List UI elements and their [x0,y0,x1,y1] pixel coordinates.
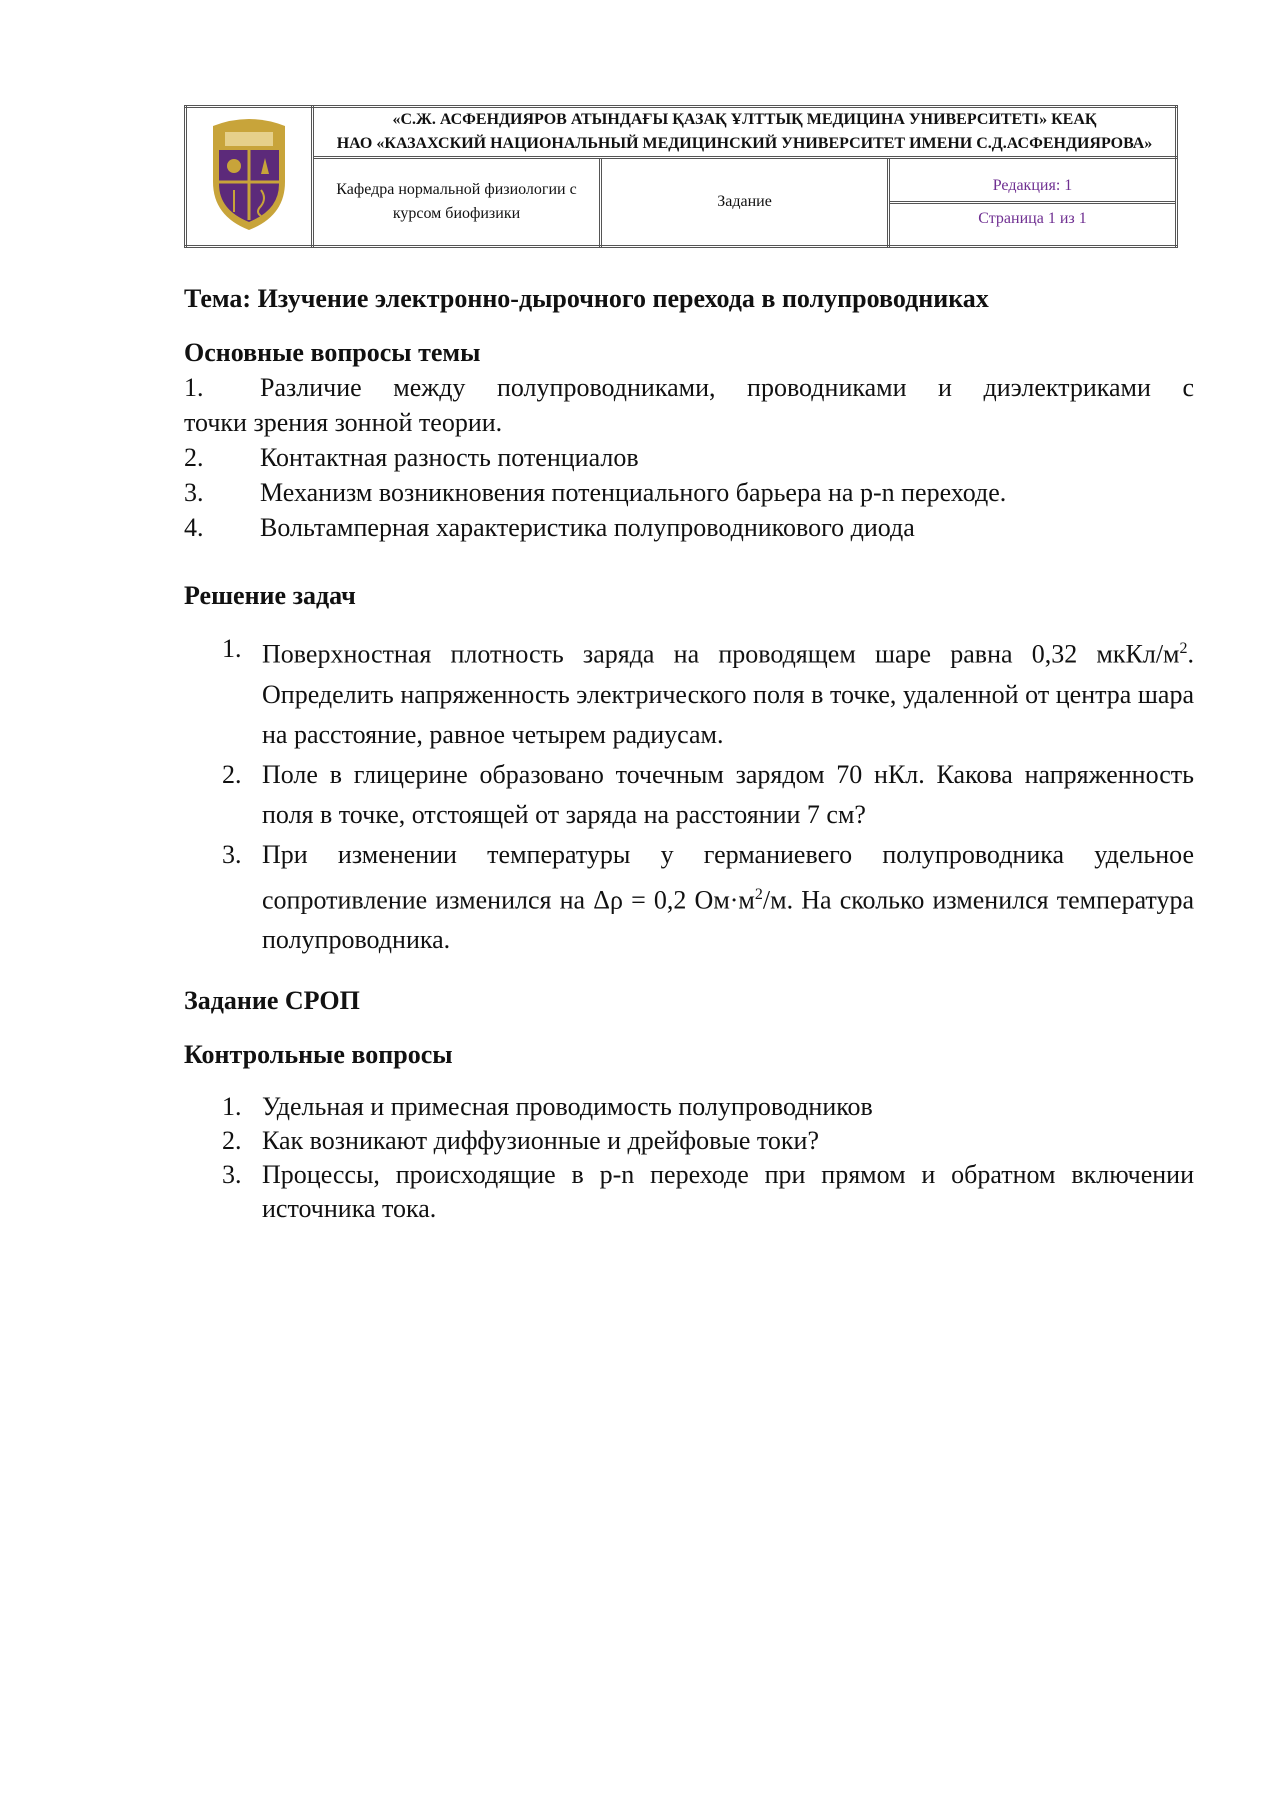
list-item [184,370,1194,405]
item-text: Удельная и примесная проводимость полупроводников [262,1092,873,1122]
list-item [184,835,1194,961]
university-logo-icon [203,116,295,232]
logo-cell [186,107,313,247]
topic-title: Тема: Изучение электронно-дырочного перехода в полупроводниках [184,284,989,313]
department-name: Кафедра нормальной физиологии с курсом биофизики [336,181,577,222]
doc-type: Задание [717,193,772,210]
item-text-continuation: точки зрения зонной теории. [184,408,503,437]
list-item [184,1158,1194,1226]
list-item [184,475,1194,510]
item-text: Контактная разность потенциалов [260,443,639,472]
control-questions-list [184,1090,1194,1226]
item-number: 1. [184,373,204,402]
item-number: 2. [184,443,204,472]
item-text: Различие между полупроводниками, проводниками и диэлектриками с [260,373,1194,402]
item-text: Поле в глицерине образовано точечным зарядом 70 нКл. Какова напряженность поля в точке, отстоящей от заряда на расстоянии 7 см? [262,759,1194,829]
main-questions-list [184,370,1194,545]
item-number: 3. [184,478,204,507]
item-number: 3. [222,839,242,869]
item-text: Механизм возникновения потенциального барьера на p-n переходе. [260,478,1007,507]
item-text: Вольтамперная характеристика полупроводникового диода [260,513,915,542]
document-page [184,105,1194,1226]
item-number: 1. [222,1092,242,1122]
item-number: 3. [222,1160,242,1190]
department-cell [313,158,601,247]
control-questions-heading: Контрольные вопросы [184,1040,453,1070]
item-number: 2. [222,759,242,789]
doc-type-cell [601,158,889,247]
page-label: Страница 1 из 1 [978,209,1087,227]
problems-heading: Решение задач [184,581,356,610]
list-item [184,510,1194,545]
problems-list [184,629,1194,960]
university-name-ru: НАО «КАЗАХСКИЙ НАЦИОНАЛЬНЫЙ МЕДИЦИНСКИЙ УНИВЕРСИТЕТ ИМЕНИ С.Д.АСФЕНДИЯРОВА» [336,135,1153,152]
item-text: Как возникают диффузионные и дрейфовые токи? [262,1126,819,1156]
university-name-cell [313,107,1177,158]
list-item [184,629,1194,755]
item-text: Процессы, происходящие в p-n переходе при прямом и обратном включении источника тока. [262,1160,1194,1224]
list-item [184,1090,1194,1124]
item-number: 1. [222,634,242,663]
university-name-kz: «С.Ж. АСФЕНДИЯРОВ АТЫНДАҒЫ ҚАЗАҚ ҰЛТТЫҚ МЕДИЦИНА УНИВЕРСИТЕТІ» КЕАҚ [392,111,1097,128]
item-text: Поверхностная плотность заряда на проводящем шаре равна 0,32 мкКл/$м^2$. Определить напряженность электрического поля в точке, удаленной от центра шара на расстояние, равное четырем радиусам. [262,639,1194,749]
meta-cell [889,158,1177,247]
list-item [184,755,1194,835]
item-text: При изменении температуры у германиевего полупроводника удельное сопротивление изменился на Δρ = 0,2 $Ом\cdot м^2/м$. На сколько изменился температура полупроводника. [262,839,1194,955]
item-number: 2. [222,1126,242,1156]
srop-heading: Задание СРОП [184,986,360,1016]
item-number: 4. [184,513,204,542]
header-table [184,105,1178,248]
edition-label: Редакция: 1 [890,171,1175,204]
list-item [184,440,1194,475]
main-questions-heading: Основные вопросы темы [184,338,481,367]
list-item [184,1124,1194,1158]
